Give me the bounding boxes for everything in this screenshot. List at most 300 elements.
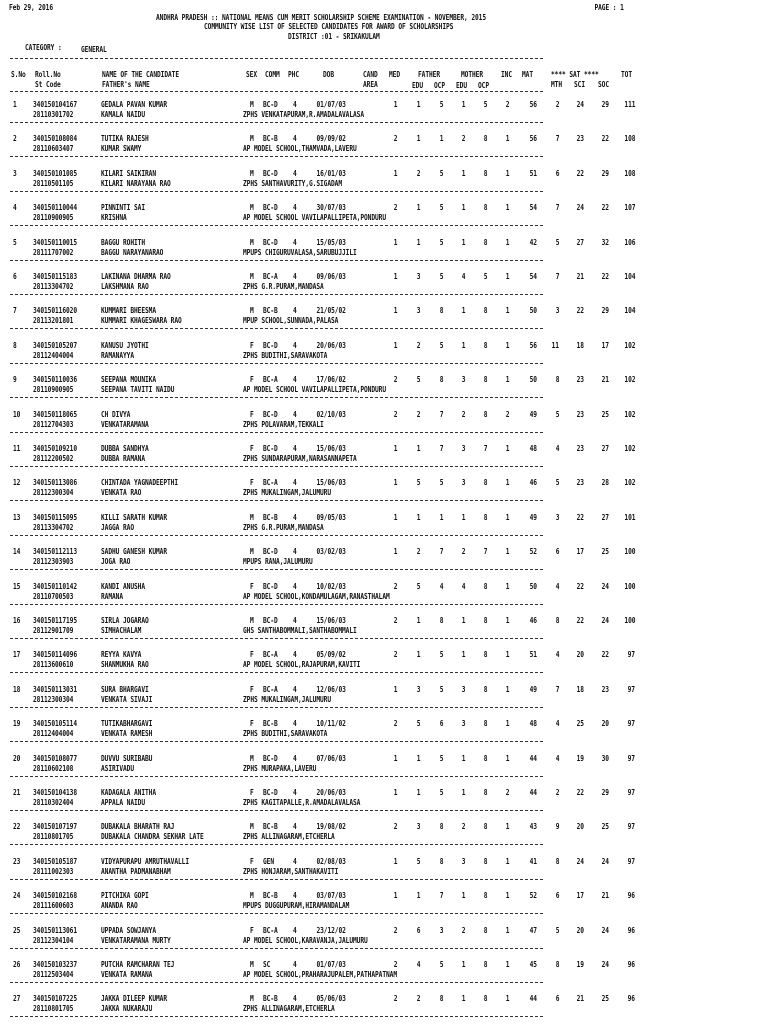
community: BC-D	[263, 100, 278, 109]
roll-number: 340150105114	[33, 719, 78, 729]
mother-edu: 8	[483, 650, 487, 660]
school-name: ZPHS SUNDARAPURAM,NARASANNAPETA	[243, 454, 357, 463]
income: 42	[529, 237, 537, 247]
mother-edu: 8	[483, 512, 487, 522]
row-separator	[10, 844, 543, 845]
mother-edu: 8	[483, 306, 487, 316]
candidate-name: KADAGALA ANITHA	[101, 788, 157, 797]
soc-total: 108	[623, 134, 635, 144]
serial-number: 25	[13, 925, 21, 935]
soc-total: 102	[623, 375, 635, 385]
mat-score: 4	[555, 719, 559, 729]
sex: M	[250, 994, 254, 1004]
sci-score: 29	[601, 788, 609, 797]
mat-score: 4	[555, 581, 559, 591]
roll-number: 340150105207	[33, 340, 78, 350]
father-name: SEEPANA TAVITI NAIDU	[101, 385, 175, 395]
father-ocp: 3	[461, 375, 465, 385]
school-name: AP MODEL SCHOOL VAVILAPALLIPETA,PONDURU	[243, 385, 387, 395]
medium: 5	[416, 856, 420, 866]
community: BC-B	[263, 306, 278, 316]
school-code: 28111002303	[33, 866, 74, 876]
father-ocp: 2	[461, 925, 465, 935]
school-code: 28112503404	[33, 970, 74, 979]
school-code: 28110501105	[33, 178, 74, 188]
mother-edu: 7	[483, 547, 487, 557]
roll-number: 340150110036	[33, 375, 78, 385]
sci-score: 29	[601, 100, 609, 109]
row-separator	[10, 294, 543, 295]
mth-score: 22	[576, 581, 584, 591]
mother-ocp: 1	[505, 960, 509, 969]
header-mother: MOTHER	[461, 70, 484, 79]
sex: M	[250, 960, 254, 969]
father-ocp: 1	[461, 203, 465, 213]
header-sat: **** SAT ****	[551, 70, 599, 79]
candidate-name: SURA BHARGAVI	[101, 684, 149, 694]
dob: 10/02/03	[316, 581, 346, 591]
medium: 1	[416, 444, 420, 453]
header-soc: SOC	[598, 80, 610, 89]
mat-score: 4	[555, 753, 559, 763]
income: 56	[529, 100, 537, 109]
row-separator	[10, 982, 543, 983]
mth-score: 18	[576, 684, 584, 694]
father-ocp: 2	[461, 822, 465, 832]
school-code: 28112404004	[33, 350, 74, 360]
roll-number: 340150108084	[33, 134, 78, 144]
dob: 09/05/03	[316, 512, 346, 522]
sex: F	[250, 719, 254, 729]
father-ocp: 1	[461, 960, 465, 969]
community: BC-D	[263, 203, 278, 213]
mother-edu: 8	[483, 375, 487, 385]
mother-ocp: 2	[505, 788, 509, 797]
school-name: ZPHS MURAPAKA,LAVERU	[243, 763, 317, 773]
serial-number: 10	[13, 409, 21, 419]
serial-number: 12	[13, 478, 21, 488]
school-code: 28110301702	[33, 110, 74, 119]
father-edu: 8	[439, 822, 443, 832]
school-name: ZPHS VENKATAPURAM,R.AMADALAVALASA	[243, 110, 365, 119]
serial-number: 18	[13, 684, 21, 694]
roll-number: 340150118065	[33, 409, 78, 419]
roll-number: 340150112113	[33, 547, 78, 557]
school-name: ZPHS BUDITHI,SARAVAKOTA	[243, 350, 328, 360]
phc: 4	[293, 168, 297, 178]
father-name: DUBBA RAMANA	[101, 454, 146, 463]
father-name: KUMAR SWAMY	[101, 144, 142, 154]
header-phc: PHC	[288, 70, 300, 79]
mth-score: 22	[576, 168, 584, 178]
father-ocp: 3	[461, 719, 465, 729]
sex: F	[250, 375, 254, 385]
serial-number: 4	[13, 203, 17, 213]
soc-total: 97	[627, 684, 635, 694]
candidate-name: CHINTADA YAGNADEEPTHI	[101, 478, 179, 488]
print-date: Feb 29, 2016	[9, 3, 54, 12]
mth-score: 17	[576, 891, 584, 901]
medium: 1	[416, 650, 420, 660]
income: 54	[529, 203, 537, 213]
father-ocp: 1	[461, 616, 465, 625]
father-name: VENKATA RAMESH	[101, 729, 153, 739]
medium: 5	[416, 478, 420, 488]
mth-score: 19	[576, 753, 584, 763]
mth-score: 22	[576, 512, 584, 522]
roll-number: 340150113086	[33, 478, 78, 488]
serial-number: 8	[13, 340, 17, 350]
dob: 03/02/03	[316, 547, 346, 557]
mth-score: 22	[576, 306, 584, 316]
cand-area: 1	[393, 306, 397, 316]
community: BC-D	[263, 788, 278, 797]
mother-ocp: 1	[505, 237, 509, 247]
dob: 17/06/02	[316, 375, 346, 385]
income: 51	[529, 650, 537, 660]
row-separator	[10, 638, 543, 639]
row-separator	[10, 466, 543, 467]
sex: M	[250, 616, 254, 625]
row-separator	[10, 707, 543, 708]
school-name: GHS SANTHABOMMALI,SANTHABOMMALI	[243, 626, 357, 635]
mother-edu: 8	[483, 616, 487, 625]
school-code: 28110700503	[33, 591, 74, 601]
dob: 21/05/02	[316, 306, 346, 316]
header-inc: INC	[501, 70, 513, 79]
medium: 1	[416, 100, 420, 109]
father-edu: 5	[439, 960, 443, 969]
phc: 4	[293, 547, 297, 557]
father-edu: 5	[439, 650, 443, 660]
serial-number: 9	[13, 375, 17, 385]
sex: F	[250, 340, 254, 350]
father-ocp: 4	[461, 581, 465, 591]
serial-number: 5	[13, 237, 17, 247]
income: 52	[529, 547, 537, 557]
father-edu: 5	[439, 237, 443, 247]
school-code: 28113304702	[33, 282, 74, 291]
medium: 2	[416, 409, 420, 419]
father-edu: 7	[439, 409, 443, 419]
sex: F	[250, 409, 254, 419]
father-name: KRISHNA	[101, 213, 127, 223]
school-name: ZPHS G.R.PURAM,MANDASA	[243, 522, 324, 532]
community: BC-D	[263, 444, 278, 453]
serial-number: 24	[13, 891, 21, 901]
sex: F	[250, 684, 254, 694]
sci-score: 27	[601, 512, 609, 522]
phc: 4	[293, 616, 297, 625]
father-edu: 4	[439, 581, 443, 591]
father-edu: 5	[439, 272, 443, 281]
father-edu: 8	[439, 616, 443, 625]
sci-score: 17	[601, 340, 609, 350]
school-code: 28110900905	[33, 385, 74, 395]
income: 50	[529, 581, 537, 591]
father-edu: 5	[439, 753, 443, 763]
phc: 4	[293, 134, 297, 144]
mth-score: 25	[576, 719, 584, 729]
district-title: DISTRICT :01 - SRIKAKULAM	[288, 32, 380, 41]
candidate-name: KUMMARI BHEESMA	[101, 306, 157, 316]
dob: 01/07/03	[316, 960, 346, 969]
medium: 5	[416, 719, 420, 729]
community: BC-D	[263, 616, 278, 625]
dob: 03/07/03	[316, 891, 346, 901]
sci-score: 24	[601, 925, 609, 935]
dob: 30/07/03	[316, 203, 346, 213]
phc: 4	[293, 272, 297, 281]
mat-score: 7	[555, 684, 559, 694]
header-dob: DOB	[323, 70, 335, 79]
community: BC-B	[263, 719, 278, 729]
row-separator	[10, 363, 543, 364]
mother-ocp: 1	[505, 375, 509, 385]
father-name: RAMANA	[101, 591, 124, 601]
cand-area: 1	[393, 856, 397, 866]
mother-ocp: 1	[505, 547, 509, 557]
sex: M	[250, 272, 254, 281]
document-title: ANDHRA PRADESH :: NATIONAL MEANS CUM MERIT SCHOLARSHIP SCHEME EXAMINATION - NOVEMBER, 2015	[156, 13, 487, 22]
school-code: 28113201801	[33, 316, 74, 326]
serial-number: 26	[13, 960, 21, 969]
phc: 4	[293, 753, 297, 763]
school-code: 28113600610	[33, 660, 74, 670]
father-edu: 1	[439, 134, 443, 144]
mother-edu: 8	[483, 340, 487, 350]
cand-area: 2	[393, 203, 397, 213]
dob: 12/06/03	[316, 684, 346, 694]
sex: M	[250, 237, 254, 247]
serial-number: 20	[13, 753, 21, 763]
dob: 20/06/03	[316, 340, 346, 350]
sci-score: 24	[601, 960, 609, 969]
roll-number: 340150107197	[33, 822, 78, 832]
sci-score: 29	[601, 168, 609, 178]
soc-total: 96	[627, 960, 635, 969]
cand-area: 1	[393, 788, 397, 797]
school-name: MPUP SCHOOL,SUNNADA,PALASA	[243, 316, 339, 326]
father-name: ANANTHA PADMANABHAM	[101, 866, 171, 876]
cand-area: 1	[393, 272, 397, 281]
medium: 3	[416, 822, 420, 832]
medium: 2	[416, 994, 420, 1004]
header-father: FATHER	[418, 70, 441, 79]
mat-score: 7	[555, 203, 559, 213]
cand-area: 1	[393, 340, 397, 350]
mth-score: 24	[576, 856, 584, 866]
father-edu: 7	[439, 891, 443, 901]
father-edu: 5	[439, 203, 443, 213]
community: BC-D	[263, 237, 278, 247]
dob: 09/06/03	[316, 272, 346, 281]
candidate-name: BAGGU ROHITH	[101, 237, 146, 247]
income: 46	[529, 478, 537, 488]
sci-score: 21	[601, 891, 609, 901]
sci-score: 22	[601, 203, 609, 213]
serial-number: 16	[13, 616, 21, 625]
candidate-name: UPPADA SOWJANYA	[101, 925, 157, 935]
mth-score: 22	[576, 788, 584, 797]
school-name: ZPHS MUKALINGAM,JALUMURU	[243, 694, 332, 704]
school-code: 28110801705	[33, 1004, 74, 1014]
cand-area: 1	[393, 444, 397, 453]
sex: F	[250, 856, 254, 866]
mat-score: 11	[551, 340, 559, 350]
mother-edu: 8	[483, 134, 487, 144]
mat-score: 3	[555, 512, 559, 522]
serial-number: 1	[13, 100, 17, 109]
cand-area: 2	[393, 134, 397, 144]
father-name: JOGA RAO	[101, 557, 131, 567]
roll-number: 340150103237	[33, 960, 78, 969]
cand-area: 2	[393, 616, 397, 625]
mat-score: 8	[555, 856, 559, 866]
row-separator	[10, 741, 543, 742]
mat-score: 6	[555, 994, 559, 1004]
father-name: SIMHACHALAM	[101, 626, 142, 635]
school-code: 28111600603	[33, 901, 74, 911]
mth-score: 21	[576, 994, 584, 1004]
community: BC-A	[263, 375, 278, 385]
cand-area: 1	[393, 100, 397, 109]
school-name: AP MODEL SCHOOL,PRAHARAJUPALEM,PATHAPATNAM	[243, 970, 398, 979]
father-edu: 5	[439, 340, 443, 350]
dob: 02/10/03	[316, 409, 346, 419]
father-ocp: 1	[461, 650, 465, 660]
roll-number: 340150104167	[33, 100, 78, 109]
soc-total: 106	[623, 237, 635, 247]
serial-number: 14	[13, 547, 21, 557]
income: 56	[529, 134, 537, 144]
mth-score: 24	[576, 203, 584, 213]
cand-area: 1	[393, 753, 397, 763]
father-ocp: 1	[461, 788, 465, 797]
sex: M	[250, 306, 254, 316]
income: 49	[529, 409, 537, 419]
mth-score: 17	[576, 547, 584, 557]
cand-area: 2	[393, 581, 397, 591]
header-comm: COMM	[265, 70, 280, 79]
row-separator	[10, 604, 543, 605]
mat-score: 4	[555, 650, 559, 660]
mother-edu: 8	[483, 409, 487, 419]
roll-number: 340150116020	[33, 306, 78, 316]
candidate-name: JAKKA DILEEP KUMAR	[101, 994, 168, 1004]
candidate-name: TUTIKABHARGAVI	[101, 719, 153, 729]
medium: 2	[416, 340, 420, 350]
candidate-name: VIDYAPURAPU AMRUTHAVALLI	[101, 856, 190, 866]
soc-total: 100	[623, 616, 635, 625]
mat-score: 7	[555, 272, 559, 281]
father-ocp: 1	[461, 994, 465, 1004]
income: 51	[529, 168, 537, 178]
father-edu: 6	[439, 719, 443, 729]
father-name: KILARI NARAYANA RAO	[101, 178, 171, 188]
row-separator	[10, 500, 543, 501]
mat-score: 8	[555, 960, 559, 969]
sci-score: 25	[601, 547, 609, 557]
father-edu: 8	[439, 306, 443, 316]
sex: F	[250, 478, 254, 488]
community: BC-A	[263, 272, 278, 281]
mother-ocp: 1	[505, 444, 509, 453]
cand-area: 2	[393, 719, 397, 729]
school-code: 28112704303	[33, 419, 74, 429]
category-label: CATEGORY :	[25, 43, 62, 52]
community: BC-A	[263, 684, 278, 694]
soc-total: 104	[623, 272, 635, 281]
soc-total: 96	[627, 891, 635, 901]
mother-ocp: 1	[505, 891, 509, 901]
community: BC-A	[263, 925, 278, 935]
row-separator	[10, 810, 543, 811]
mother-ocp: 1	[505, 925, 509, 935]
school-name: AP MODEL SCHOOL,KARAVANJA,JALUMURU	[243, 935, 368, 945]
cand-area: 2	[393, 409, 397, 419]
mother-edu: 8	[483, 478, 487, 488]
medium: 1	[416, 616, 420, 625]
row-separator	[10, 913, 543, 914]
sex: F	[250, 444, 254, 453]
school-name: MPUPS CHIGURUVALASA,SARUBUJJILI	[243, 247, 357, 257]
soc-total: 102	[623, 340, 635, 350]
community: BC-B	[263, 822, 278, 832]
income: 47	[529, 925, 537, 935]
candidate-name: DUBAKALA BHARATH RAJ	[101, 822, 175, 832]
income: 49	[529, 684, 537, 694]
mat-score: 2	[555, 100, 559, 109]
header-mother-edu: EDU	[456, 81, 468, 90]
father-name: RAMANAYYA	[101, 350, 135, 360]
dob: 02/08/03	[316, 856, 346, 866]
sex: M	[250, 203, 254, 213]
mat-score: 8	[555, 616, 559, 625]
sex: F	[250, 925, 254, 935]
category-value: GENERAL	[81, 45, 107, 54]
school-code: 28112200502	[33, 454, 74, 463]
school-code: 28112404004	[33, 729, 74, 739]
candidate-name: REYYA KAVYA	[101, 650, 142, 660]
roll-number: 340150114096	[33, 650, 78, 660]
serial-number: 21	[13, 788, 21, 797]
mother-edu: 8	[483, 753, 487, 763]
mother-edu: 8	[483, 994, 487, 1004]
sci-score: 25	[601, 409, 609, 419]
sex: M	[250, 512, 254, 522]
school-code: 28110602108	[33, 763, 74, 773]
cand-area: 2	[393, 375, 397, 385]
candidate-name: PUTCHA RAMCHARAN TEJ	[101, 960, 175, 969]
roll-number: 340150107225	[33, 994, 78, 1004]
header-father-ocp: OCP	[434, 81, 446, 90]
mat-score: 4	[555, 444, 559, 453]
community: BC-B	[263, 512, 278, 522]
school-name: ZPHS KAGITAPALLE,R.AMADALAVALASA	[243, 798, 361, 807]
header-father-edu: EDU	[412, 81, 424, 90]
cand-area: 1	[393, 684, 397, 694]
medium: 2	[416, 168, 420, 178]
father-name: DUBAKALA CHANDRA SEKHAR LATE	[101, 832, 204, 842]
sci-score: 22	[601, 134, 609, 144]
father-ocp: 2	[461, 547, 465, 557]
soc-total: 102	[623, 444, 635, 453]
school-name: ZPHS POLAVARAM,TEKKALI	[243, 419, 324, 429]
sex: M	[250, 100, 254, 109]
mother-ocp: 1	[505, 203, 509, 213]
school-name: ZPHS ALLINAGARAM,ETCHERLA	[243, 1004, 335, 1014]
